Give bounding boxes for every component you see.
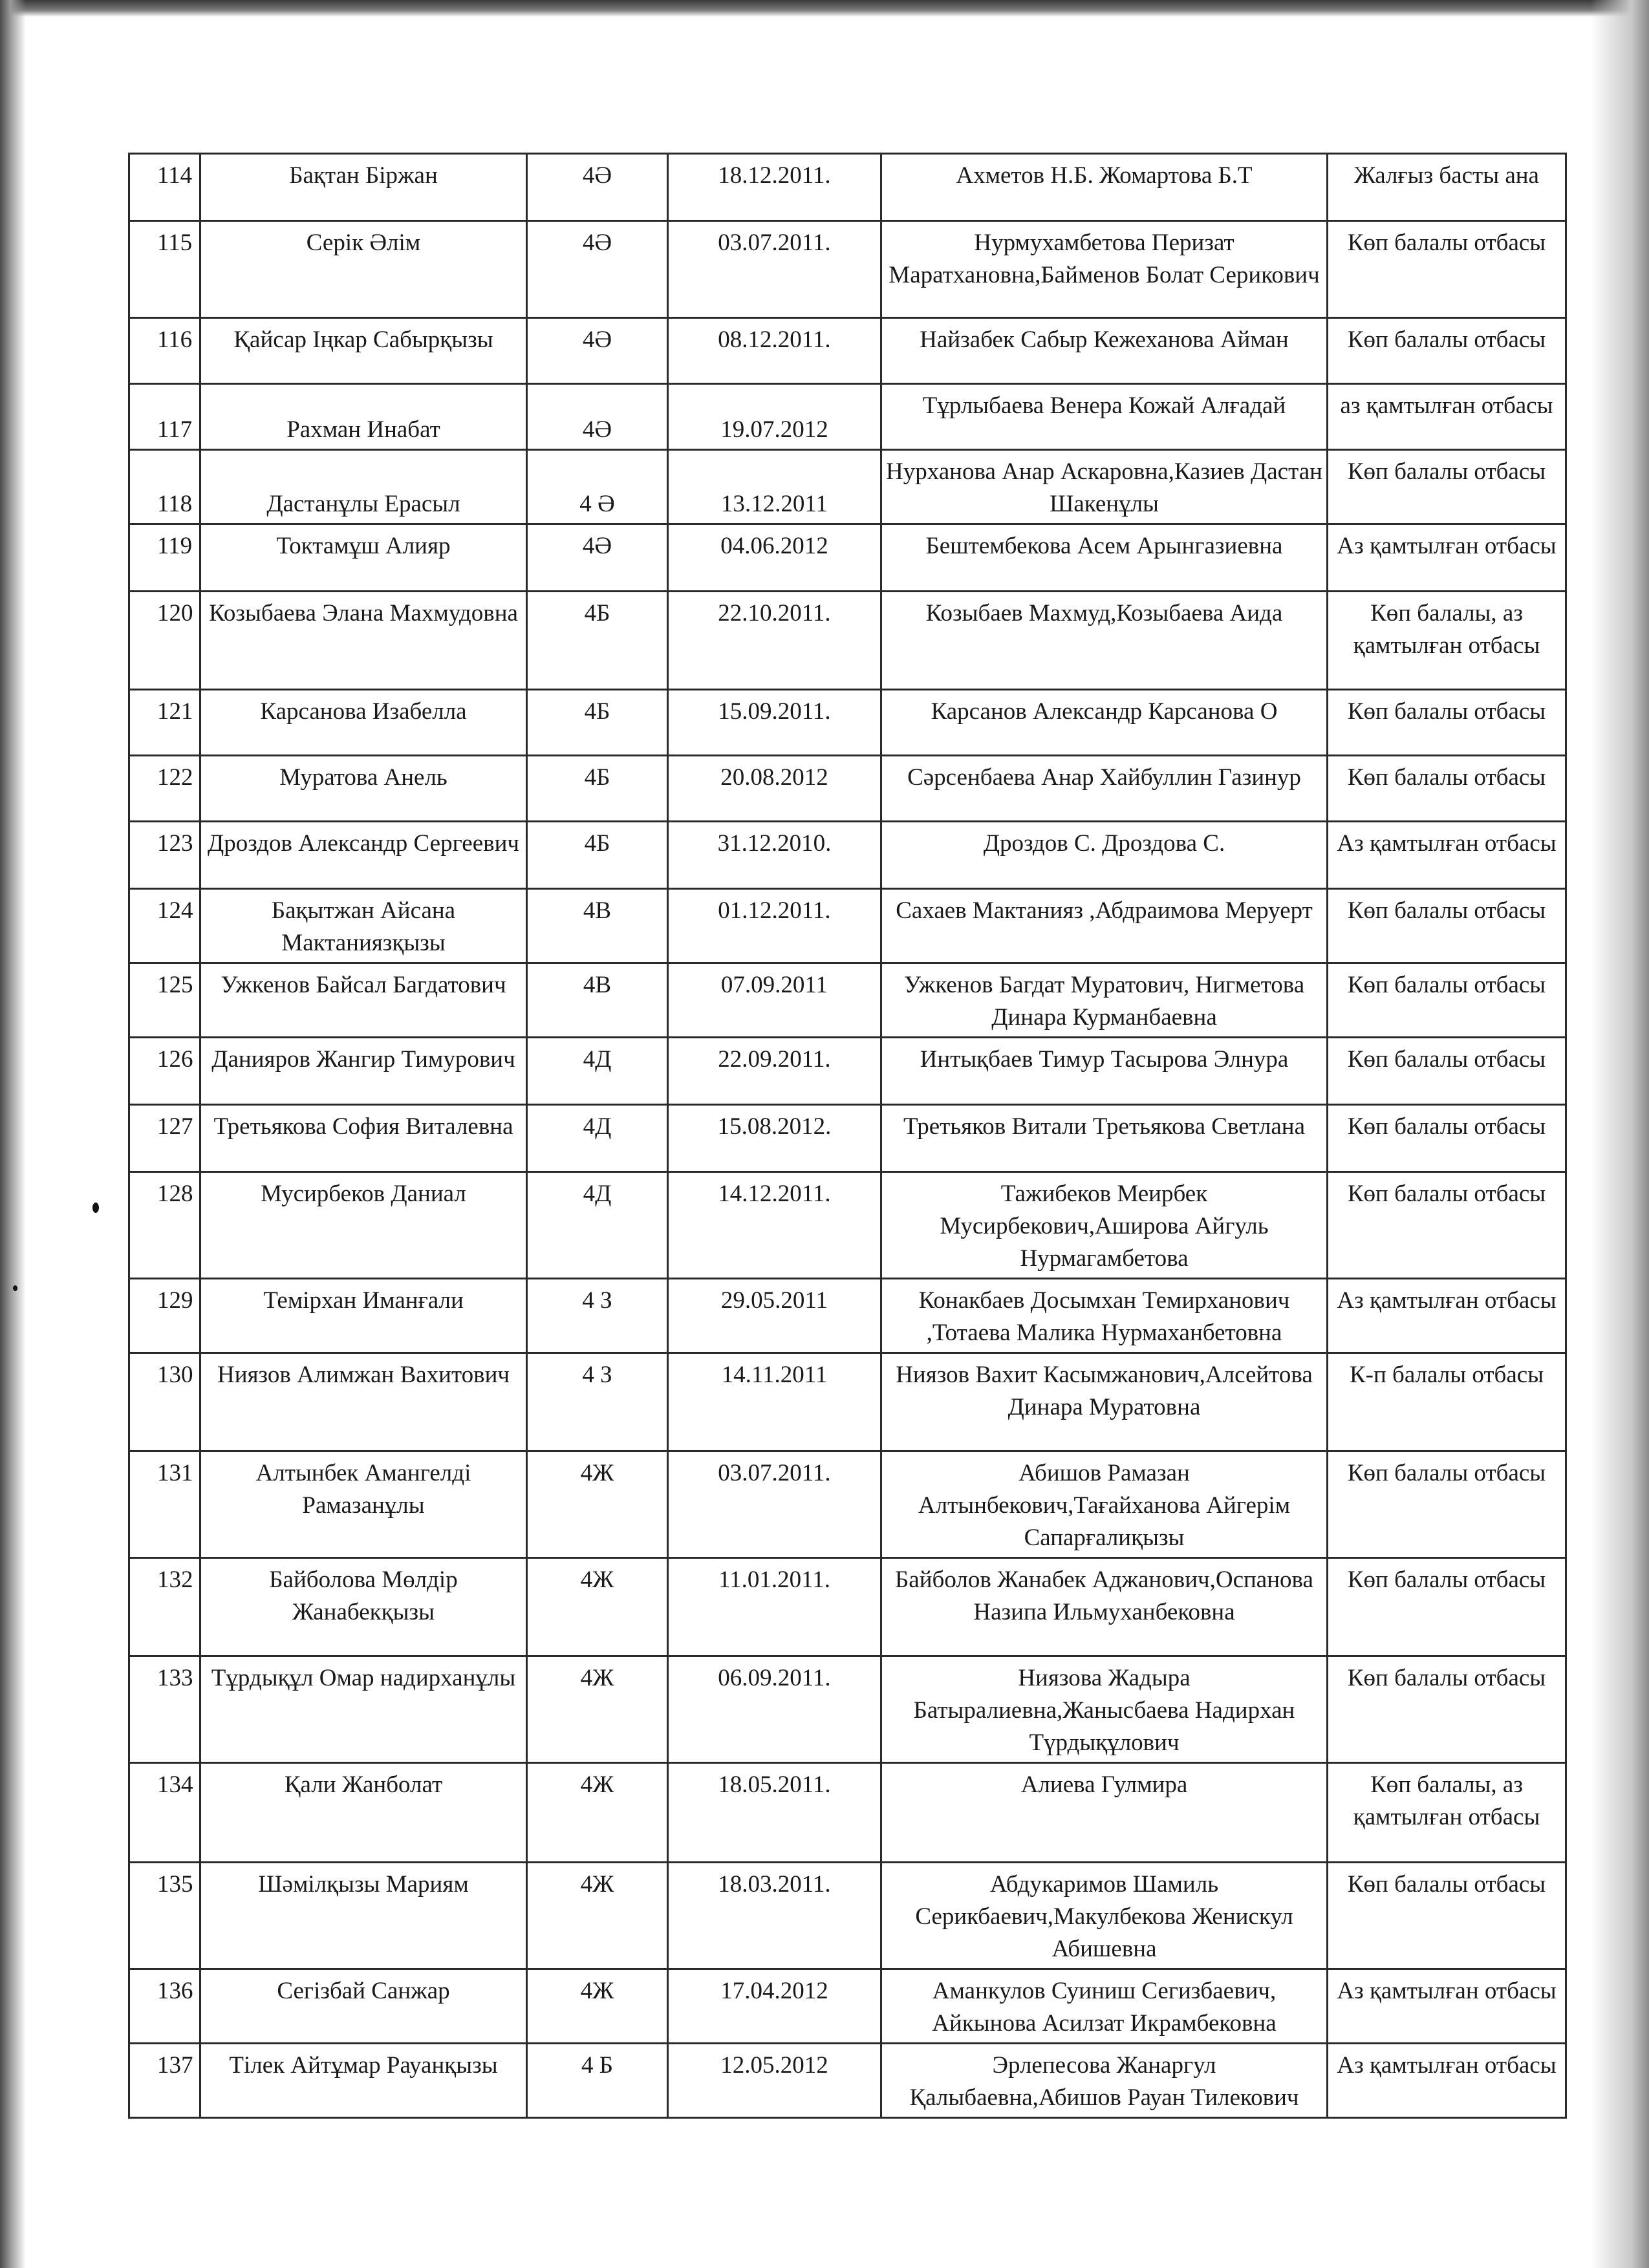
table-row [129, 221, 1566, 318]
parents-names: Ужкенов Багдат Муратович, Нигметова Динара Курманбаевна [881, 963, 1328, 1038]
table-row [129, 690, 1566, 756]
parents-names: Дроздов С. Дроздова С. [881, 822, 1328, 889]
family-status: Аз қамтылған отбасы [1328, 1279, 1566, 1353]
birth-date: 12.05.2012 [668, 2044, 881, 2118]
student-name: Дастанұлы Ерасыл [200, 450, 527, 524]
scan-edge-right [1591, 0, 1649, 2268]
class-cell: 4Ә [527, 384, 668, 450]
table-row [129, 2044, 1566, 2118]
class-cell: 4В [527, 963, 668, 1038]
class-cell: 4Ә [527, 524, 668, 592]
student-name: Сегізбай Санжар [200, 1969, 527, 2044]
family-status: Көп балалы отбасы [1328, 756, 1566, 822]
row-number: 123 [129, 822, 200, 889]
student-name: Мусирбеков Даниал [200, 1172, 527, 1279]
birth-date: 22.10.2011. [668, 592, 881, 690]
family-status: Аз қамтылған отбасы [1328, 524, 1566, 592]
family-status: Көп балалы отбасы [1328, 318, 1566, 384]
birth-date: 03.07.2011. [668, 1451, 881, 1558]
parents-names: Тажибеков Меирбек Мусирбекович,Аширова Айгуль Нурмагамбетова [881, 1172, 1328, 1279]
class-cell: 4Б [527, 592, 668, 690]
parents-names: Алиева Гулмира [881, 1763, 1328, 1863]
table-row [129, 1353, 1566, 1451]
row-number: 133 [129, 1656, 200, 1763]
table-row [129, 1038, 1566, 1105]
parents-names: Байболов Жанабек Аджанович,Оспанова Назипа Ильмуханбековна [881, 1558, 1328, 1656]
student-name: Муратова Анель [200, 756, 527, 822]
student-name: Бақытжан Айсана Мактаниязқызы [200, 889, 527, 963]
row-number: 137 [129, 2044, 200, 2118]
birth-date: 08.12.2011. [668, 318, 881, 384]
parents-names: Козыбаев Махмуд,Козыбаева Аида [881, 592, 1328, 690]
family-status: Көп балалы отбасы [1328, 963, 1566, 1038]
family-status: Аз қамтылған отбасы [1328, 1969, 1566, 2044]
table-row [129, 592, 1566, 690]
student-name: Қали Жанболат [200, 1763, 527, 1863]
student-name: Тұрдықұл Омар надирханұлы [200, 1656, 527, 1763]
student-name: Данияров Жангир Тимурович [200, 1038, 527, 1105]
parents-names: Нурханова Анар Аскаровна,Казиев Дастан Шакенұлы [881, 450, 1328, 524]
row-number: 129 [129, 1279, 200, 1353]
class-cell: 4Б [527, 822, 668, 889]
birth-date: 17.04.2012 [668, 1969, 881, 2044]
family-status: Көп балалы отбасы [1328, 1105, 1566, 1172]
parents-names: Аманкулов Суиниш Сегизбаевич, Айкынова Асилзат Икрамбековна [881, 1969, 1328, 2044]
parents-names: Найзабек Сабыр Кежеханова Айман [881, 318, 1328, 384]
student-name: Алтынбек Амангелді Рамазанұлы [200, 1451, 527, 1558]
table-row [129, 1558, 1566, 1656]
row-number: 131 [129, 1451, 200, 1558]
row-number: 135 [129, 1863, 200, 1969]
row-number: 128 [129, 1172, 200, 1279]
parents-names: Тұрлыбаева Венера Кожай Алғадай [881, 384, 1328, 450]
row-number: 116 [129, 318, 200, 384]
class-cell: 4 З [527, 1279, 668, 1353]
parents-names: Карсанов Александр Карсанова О [881, 690, 1328, 756]
class-cell: 4Б [527, 690, 668, 756]
row-number: 125 [129, 963, 200, 1038]
class-cell: 4Ж [527, 1763, 668, 1863]
family-status: Аз қамтылған отбасы [1328, 822, 1566, 889]
birth-date: 11.01.2011. [668, 1558, 881, 1656]
row-number: 124 [129, 889, 200, 963]
student-name: Шәмілқызы Мариям [200, 1863, 527, 1969]
table-row [129, 318, 1566, 384]
class-cell: 4Ж [527, 1558, 668, 1656]
class-cell: 4Д [527, 1172, 668, 1279]
parents-names: Сахаев Мактанияз ,Абдраимова Меруерт [881, 889, 1328, 963]
class-cell: 4Ж [527, 1451, 668, 1558]
row-number: 119 [129, 524, 200, 592]
student-name: Козыбаева Элана Махмудовна [200, 592, 527, 690]
birth-date: 18.05.2011. [668, 1763, 881, 1863]
table-row [129, 524, 1566, 592]
class-cell: 4В [527, 889, 668, 963]
table-row [129, 963, 1566, 1038]
student-name: Третьякова София Виталевна [200, 1105, 527, 1172]
parents-names: Ниязов Вахит Касымжанович,Алсейтова Динара Муратовна [881, 1353, 1328, 1451]
class-cell: 4Ж [527, 1969, 668, 2044]
class-cell: 4Ж [527, 1656, 668, 1763]
parents-names: Конакбаев Досымхан Темирханович ,Тотаева Малика Нурмаханбетовна [881, 1279, 1328, 1353]
row-number: 114 [129, 154, 200, 221]
birth-date: 31.12.2010. [668, 822, 881, 889]
family-status: Көп балалы отбасы [1328, 1656, 1566, 1763]
parents-names: Третьяков Витали Третьякова Светлана [881, 1105, 1328, 1172]
students-table-body [129, 154, 1566, 2118]
row-number: 117 [129, 384, 200, 450]
family-status: Көп балалы, аз қамтылған отбасы [1328, 1763, 1566, 1863]
parents-names: Абдукаримов Шамиль Серикбаевич,Макулбекова Женискул Абишевна [881, 1863, 1328, 1969]
family-status: Көп балалы отбасы [1328, 1172, 1566, 1279]
parents-names: Ниязова Жадыра Батыралиевна,Жанысбаева Надирхан Түрдықұлович [881, 1656, 1328, 1763]
student-name: Ниязов Алимжан Вахитович [200, 1353, 527, 1451]
row-number: 120 [129, 592, 200, 690]
table-row [129, 1969, 1566, 2044]
class-cell: 4Б [527, 756, 668, 822]
scan-edge-left [0, 0, 26, 2268]
birth-date: 18.03.2011. [668, 1863, 881, 1969]
row-number: 132 [129, 1558, 200, 1656]
family-status: Көп балалы отбасы [1328, 1451, 1566, 1558]
student-name: Карсанова Изабелла [200, 690, 527, 756]
table-row [129, 889, 1566, 963]
family-status: Көп балалы отбасы [1328, 1558, 1566, 1656]
birth-date: 03.07.2011. [668, 221, 881, 318]
birth-date: 13.12.2011 [668, 450, 881, 524]
student-name: Токтамұш Алияр [200, 524, 527, 592]
class-cell: 4Ж [527, 1863, 668, 1969]
class-cell: 4Ә [527, 318, 668, 384]
birth-date: 14.12.2011. [668, 1172, 881, 1279]
row-number: 127 [129, 1105, 200, 1172]
student-name: Рахман Инабат [200, 384, 527, 450]
birth-date: 07.09.2011 [668, 963, 881, 1038]
birth-date: 01.12.2011. [668, 889, 881, 963]
birth-date: 15.08.2012. [668, 1105, 881, 1172]
birth-date: 14.11.2011 [668, 1353, 881, 1451]
table-row [129, 1451, 1566, 1558]
parents-names: Абишов Рамазан Алтынбекович,Тағайханова Айгерім Сапарғалиқызы [881, 1451, 1328, 1558]
table-row [129, 384, 1566, 450]
birth-date: 19.07.2012 [668, 384, 881, 450]
student-name: Серік Әлім [200, 221, 527, 318]
class-cell: 4 Ә [527, 450, 668, 524]
family-status: Жалғыз басты ана [1328, 154, 1566, 221]
table-row [129, 1105, 1566, 1172]
row-number: 121 [129, 690, 200, 756]
student-name: Тілек Айтұмар Рауанқызы [200, 2044, 527, 2118]
student-name: Темірхан Иманғали [200, 1279, 527, 1353]
table-row [129, 154, 1566, 221]
table-row [129, 822, 1566, 889]
table-row [129, 1863, 1566, 1969]
parents-names: Эрлепесова Жанаргул Қалыбаевна,Абишов Рауан Тилекович [881, 2044, 1328, 2118]
student-name: Қайсар Іңкар Сабырқызы [200, 318, 527, 384]
family-status: Көп балалы, аз қамтылған отбасы [1328, 592, 1566, 690]
family-status: Аз қамтылған отбасы [1328, 2044, 1566, 2118]
parents-names: Ахметов Н.Б. Жомартова Б.Т [881, 154, 1328, 221]
class-cell: 4Д [527, 1105, 668, 1172]
row-number: 115 [129, 221, 200, 318]
family-status: Көп балалы отбасы [1328, 889, 1566, 963]
row-number: 126 [129, 1038, 200, 1105]
parents-names: Сәрсенбаева Анар Хайбуллин Газинур [881, 756, 1328, 822]
student-name: Байболова Мөлдір Жанабекқызы [200, 1558, 527, 1656]
class-cell: 4Ә [527, 221, 668, 318]
table-row [129, 1656, 1566, 1763]
birth-date: 06.09.2011. [668, 1656, 881, 1763]
birth-date: 29.05.2011 [668, 1279, 881, 1353]
birth-date: 22.09.2011. [668, 1038, 881, 1105]
class-cell: 4Д [527, 1038, 668, 1105]
students-table [128, 153, 1567, 2119]
scan-edge-top [0, 0, 1649, 17]
parents-names: Нурмухамбетова Перизат Маратхановна,Байменов Болат Серикович [881, 221, 1328, 318]
row-number: 122 [129, 756, 200, 822]
birth-date: 04.06.2012 [668, 524, 881, 592]
row-number: 136 [129, 1969, 200, 2044]
family-status: К-п балалы отбасы [1328, 1353, 1566, 1451]
family-status: Көп балалы отбасы [1328, 1038, 1566, 1105]
family-status: Көп балалы отбасы [1328, 450, 1566, 524]
student-name: Бақтан Біржан [200, 154, 527, 221]
parents-names: Интықбаев Тимур Тасырова Элнура [881, 1038, 1328, 1105]
table-row [129, 756, 1566, 822]
family-status: Көп балалы отбасы [1328, 221, 1566, 318]
row-number: 130 [129, 1353, 200, 1451]
parents-names: Бештембекова Асем Арынгазиевна [881, 524, 1328, 592]
table-row [129, 1172, 1566, 1279]
birth-date: 20.08.2012 [668, 756, 881, 822]
family-status: Көп балалы отбасы [1328, 690, 1566, 756]
birth-date: 15.09.2011. [668, 690, 881, 756]
row-number: 134 [129, 1763, 200, 1863]
scan-speck [13, 1285, 17, 1291]
scan-speck [92, 1203, 99, 1213]
table-row [129, 450, 1566, 524]
birth-date: 18.12.2011. [668, 154, 881, 221]
class-cell: 4 З [527, 1353, 668, 1451]
table-row [129, 1279, 1566, 1353]
row-number: 118 [129, 450, 200, 524]
family-status: аз қамтылған отбасы [1328, 384, 1566, 450]
class-cell: 4 Б [527, 2044, 668, 2118]
student-name: Ужкенов Байсал Багдатович [200, 963, 527, 1038]
family-status: Көп балалы отбасы [1328, 1863, 1566, 1969]
student-name: Дроздов Александр Сергеевич [200, 822, 527, 889]
class-cell: 4Ә [527, 154, 668, 221]
table-row [129, 1763, 1566, 1863]
